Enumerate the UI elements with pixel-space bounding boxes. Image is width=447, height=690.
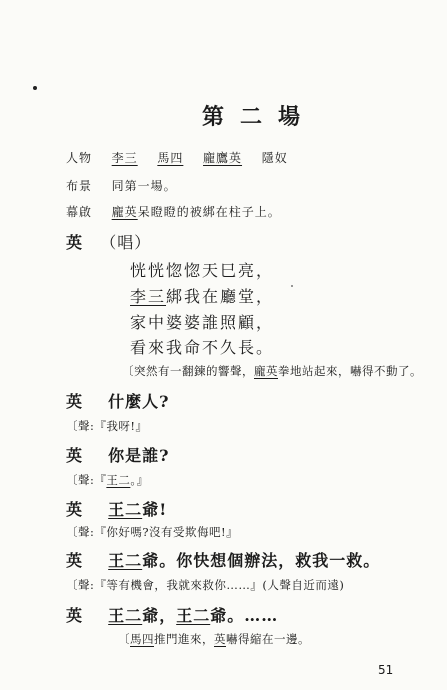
characters-label: 人物 [66,151,93,165]
character-name: 王二 [176,606,211,625]
speaker: 英 [66,500,84,519]
opening-label: 幕啟 [66,205,93,219]
verse-2: 李三綁我在廳堂， [130,287,275,306]
character-name: 王二 [108,500,143,519]
stage-direction: 〔馬四推門進來，英嚇得縮在一邊。 [118,632,310,646]
voice-line: 〔聲:『我呀!』 [66,419,148,433]
dialogue-line: 英 王二爺。你快想個辦法，救我一救。 [66,551,381,570]
verse-4: 看來我命不久長。 [130,338,275,357]
speaker: 英 [66,606,84,625]
character-name: 李三 [111,151,138,165]
character-name: 龐英 [111,205,138,219]
character-name: 李三 [130,287,167,306]
voice-line: 〔聲:『等有機會，我就來救你……』(人聲自近而遠) [66,578,345,592]
character-name: 王二 [108,551,143,570]
verse-1: 恍恍惚惚天巳亮， [130,261,275,280]
scene-heading: 第二場 [202,104,317,130]
speaker: 英 [66,551,84,570]
character-name: 王二 [106,473,131,487]
ink-speck [291,285,293,287]
verse-3: 家中婆婆誰照顧， [130,313,275,332]
character-name: 馬四 [130,632,154,646]
stage-direction: 〔突然有一翻鍊的響聲，龐英拳地站起來，嚇得不動了。 [122,364,422,378]
setting-label: 布景 [66,179,93,193]
ink-dot [33,86,37,90]
speaker: 英 [66,446,84,465]
dialogue-line: 英 你是誰? [66,446,170,465]
dialogue-line: 英 王二爺! [66,500,168,519]
opening-line [66,203,281,220]
character-name: 王二 [108,606,143,625]
dialogue-line: 英 王二爺，王二爺。…… [66,606,279,625]
voice-line: 〔聲:『你好嗎?沒有受欺侮吧!』 [66,525,239,539]
opening-text: 呆瞪瞪的被綁在柱子上。 [137,205,281,219]
song-cue: （唱） [100,233,152,252]
page-number: 51 [378,663,394,677]
characters-line [66,149,288,166]
setting-text: 同第一場。 [111,179,177,193]
dialogue-line: 英 什麼人? [66,392,170,411]
speaker: 英 [66,392,84,411]
setting-line [66,177,177,194]
voice-line: 〔聲:『王二。』 [66,473,149,487]
character-name: 隱奴 [261,151,288,165]
character-name: 龐鷹英 [203,151,243,165]
song-header [66,230,151,253]
character-name: 馬四 [157,151,184,165]
character-name: 英 [214,632,226,646]
character-name: 龐英 [254,364,278,378]
speaker: 英 [66,233,83,252]
